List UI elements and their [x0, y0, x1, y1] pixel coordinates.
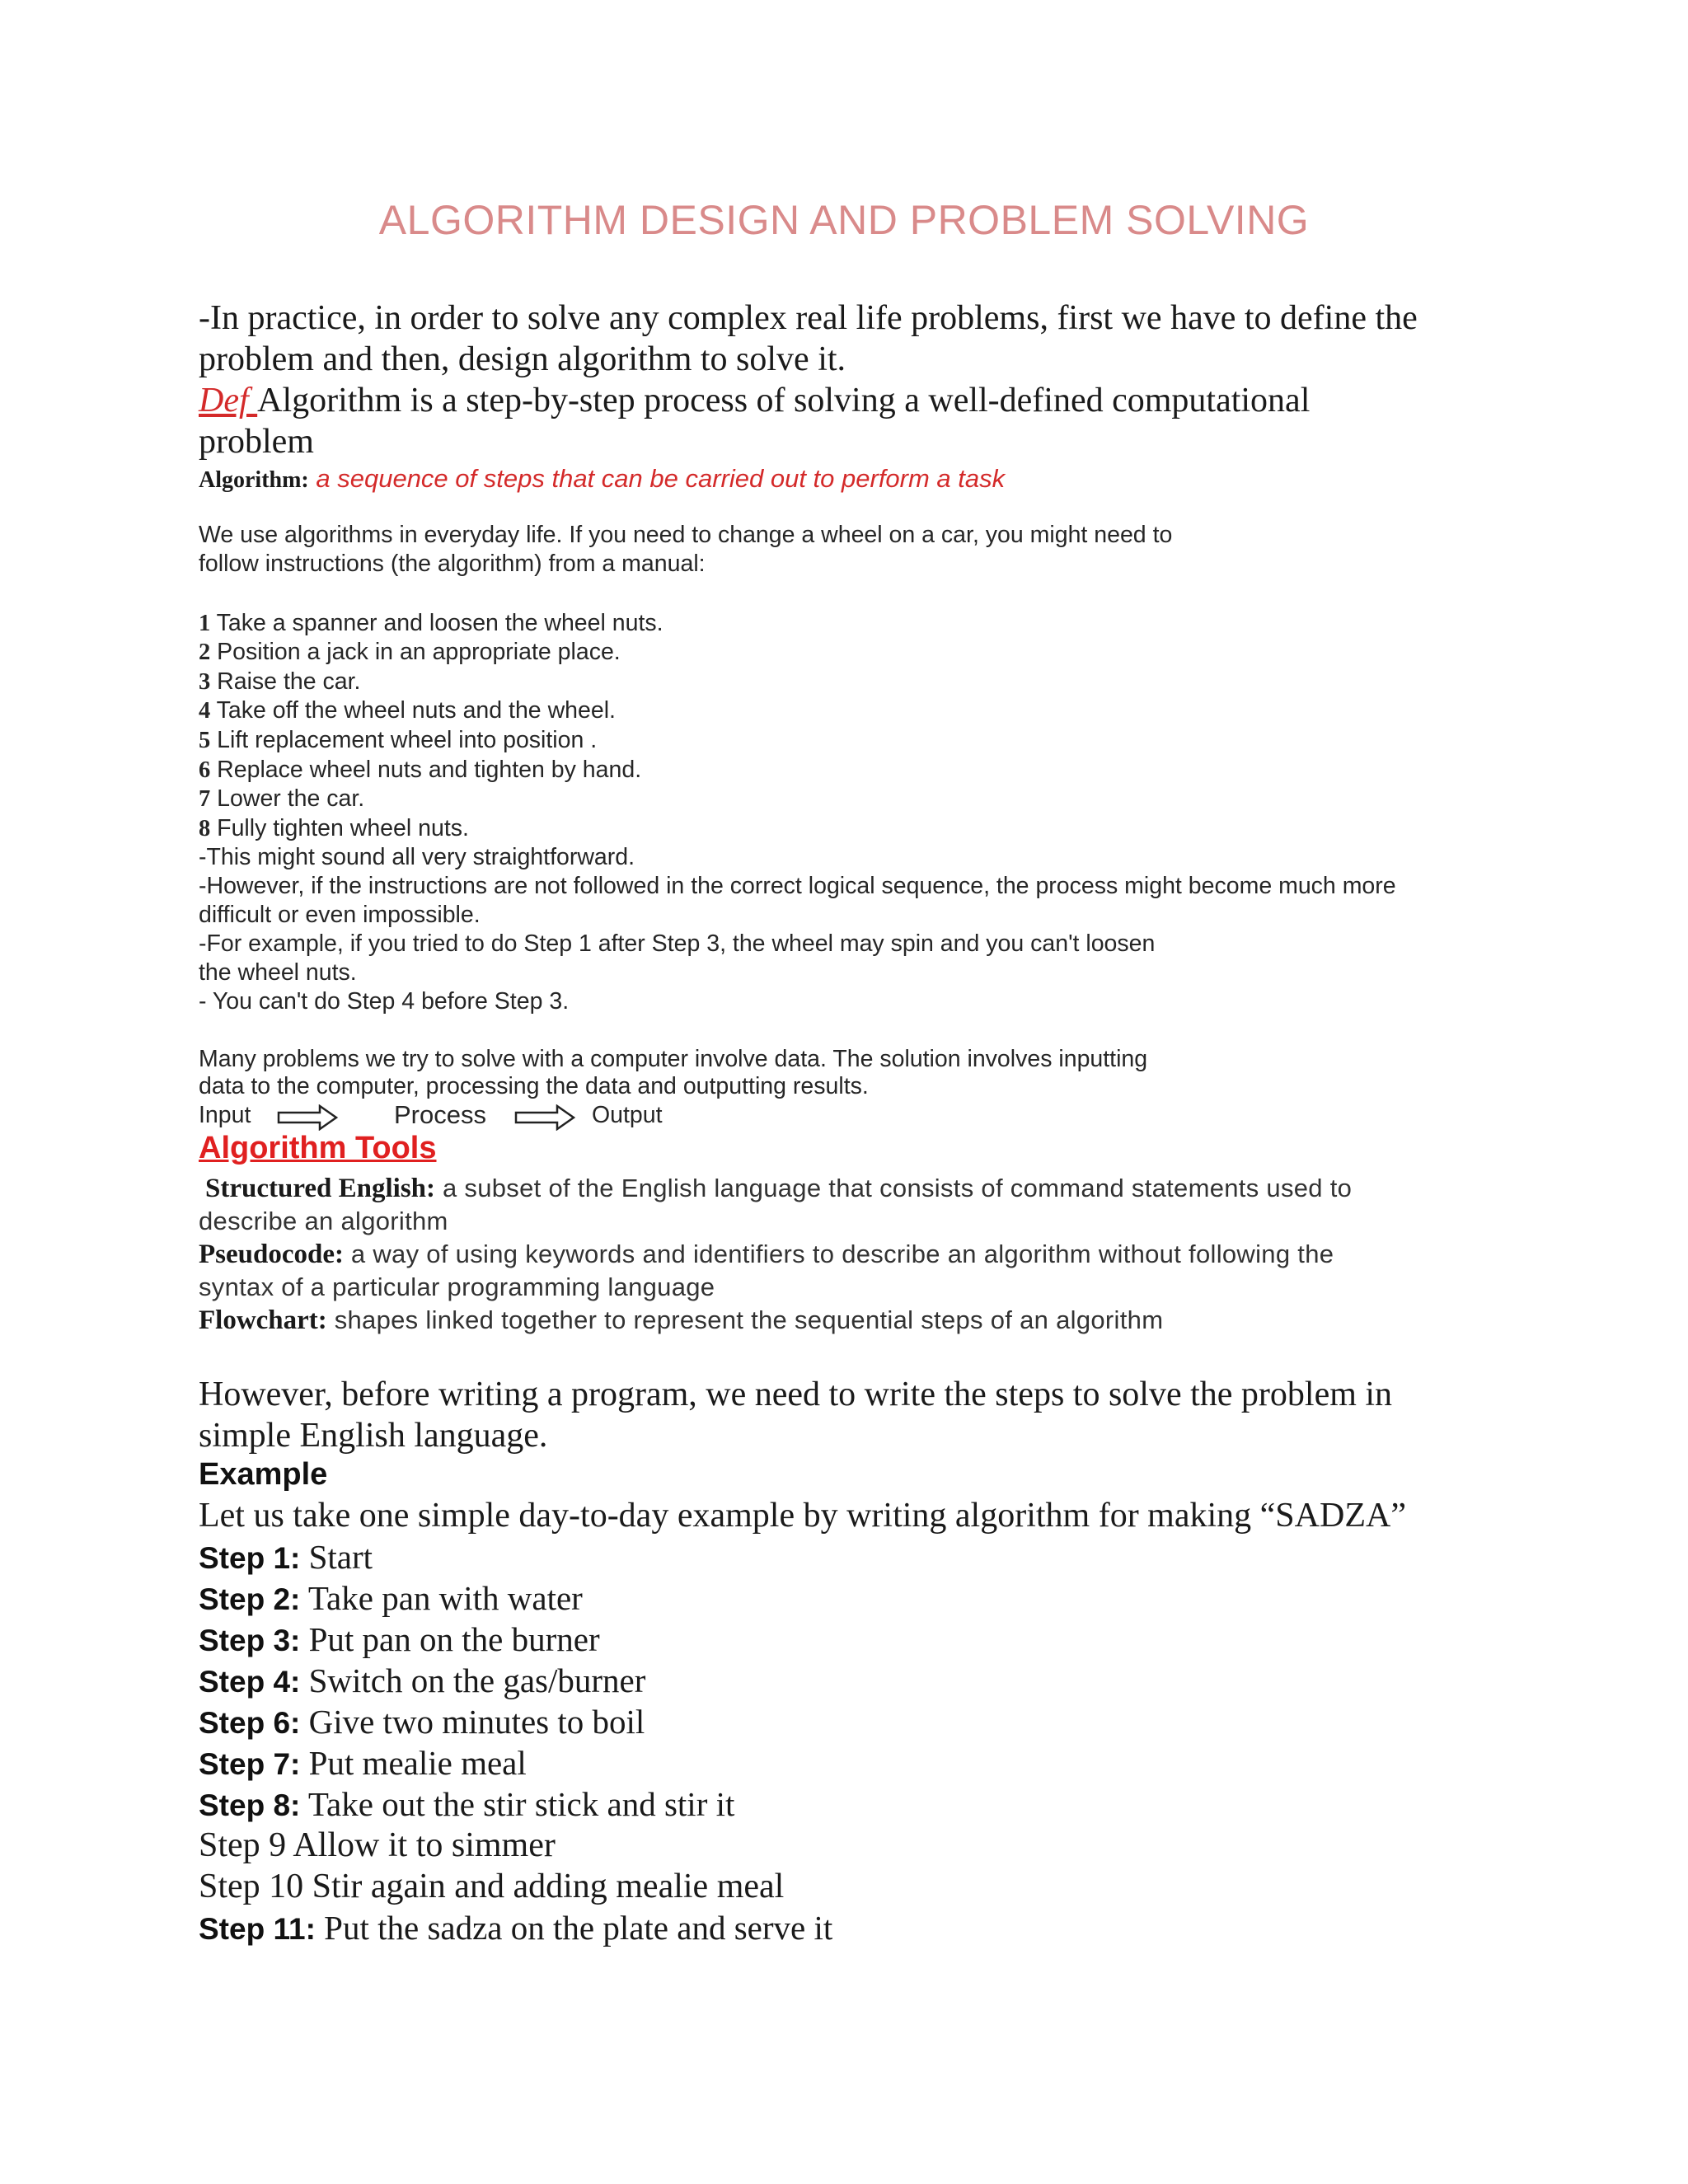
pseudocode-line: [199, 1240, 1334, 1270]
step-label: Step 1:: [199, 1541, 301, 1575]
process-label: Process: [394, 1100, 486, 1129]
note-line: -For example, if you tried to do Step 1 after Step 3, the wheel may spin and you can't loosen: [199, 930, 1156, 957]
algorithm-definition: [199, 464, 1005, 494]
step-label: Step 3:: [199, 1624, 301, 1657]
example-heading: Example: [199, 1457, 328, 1492]
step-text: Fully tighten wheel nuts.: [210, 815, 469, 841]
step-text: Position a jack in an appropriate place.: [210, 639, 621, 665]
structured-english-desc-2: describe an algorithm: [199, 1207, 448, 1235]
step-text: Give two minutes to boil: [300, 1703, 645, 1741]
step-label: Step 11:: [199, 1912, 316, 1946]
definition-text: Algorithm is a step-by-step process of solving a well-defined computational: [257, 382, 1311, 419]
input-label: Input: [199, 1102, 251, 1128]
note-line: -However, if the instructions are not followed in the correct logical sequence, the process might become much more: [199, 873, 1396, 899]
wheel-step: [199, 757, 641, 784]
wheel-step: [199, 668, 360, 696]
step-label: Step 6:: [199, 1706, 301, 1740]
sadza-step-11: [199, 1908, 832, 1947]
note-line: -This might sound all very straightforward.: [199, 844, 635, 870]
algorithm-tools-heading: Algorithm Tools: [199, 1131, 437, 1165]
right-arrow-icon: [514, 1104, 577, 1131]
step-text: Put pan on the burner: [300, 1620, 600, 1658]
sadza-step: [199, 1578, 583, 1618]
everyday-line-1: We use algorithms in everyday life. If you need to change a wheel on a car, you might need to: [199, 522, 1173, 548]
algorithm-label: Algorithm:: [199, 467, 309, 493]
step-text: Put mealie meal: [300, 1744, 527, 1782]
wheel-step: [199, 815, 469, 842]
structured-english-line: [205, 1174, 1352, 1204]
step-number: 4: [199, 698, 211, 724]
step-text: Replace wheel nuts and tighten by hand.: [210, 757, 642, 783]
step-text: Switch on the gas/burner: [300, 1661, 646, 1699]
step-label: Step 7:: [199, 1747, 301, 1781]
step-text: Start: [300, 1538, 373, 1576]
step-text: Raise the car.: [210, 668, 361, 695]
note-line: difficult or even impossible.: [199, 902, 481, 928]
sadza-step: [199, 1537, 373, 1577]
example-intro: Let us take one simple day-to-day example by writing algorithm for making “SADZA”: [199, 1497, 1406, 1535]
pseudocode-desc: a way of using keywords and identifiers to describe an algorithm without following the: [344, 1240, 1334, 1268]
step-text: Put the sadza on the plate and serve it: [315, 1909, 833, 1947]
flowchart-label: Flowchart:: [199, 1305, 327, 1335]
step-label: Step 2:: [199, 1582, 301, 1616]
structured-english-label: Structured English:: [205, 1174, 436, 1203]
intro-line-2: problem and then, design algorithm to solve it.: [199, 340, 846, 378]
step-label: Step 4:: [199, 1665, 301, 1699]
wheel-step: [199, 785, 364, 813]
page-title: ALGORITHM DESIGN AND PROBLEM SOLVING: [378, 197, 1310, 243]
everyday-line-2: follow instructions (the algorithm) from a manual:: [199, 551, 706, 577]
wheel-step: [199, 639, 621, 666]
wheel-step: [199, 610, 663, 637]
pseudocode-desc-2: syntax of a particular programming language: [199, 1272, 715, 1301]
def-word: Def: [199, 382, 258, 419]
sadza-step: [199, 1702, 645, 1741]
structured-english-desc: a subset of the English language that consists of command statements used to: [435, 1174, 1353, 1202]
step-number: 6: [199, 757, 211, 783]
note-line: the wheel nuts.: [199, 959, 357, 986]
right-arrow-icon: [277, 1104, 340, 1131]
output-label: Output: [592, 1102, 663, 1128]
sadza-step: [199, 1619, 600, 1659]
step-number: 3: [199, 669, 211, 695]
flowchart-line: [199, 1305, 1163, 1336]
sadza-step-10: Step 10 Stir again and adding mealie meal: [199, 1868, 785, 1905]
step-text: Take off the wheel nuts and the wheel.: [210, 697, 616, 724]
step-text: Take out the stir stick and stir it: [300, 1785, 735, 1823]
step-number: 5: [199, 728, 211, 753]
intro-line-1: -In practice, in order to solve any complex real life problems, first we have to define the: [199, 299, 1418, 337]
definition-line: [199, 381, 1310, 420]
flowchart-desc: shapes linked together to represent the sequential steps of an algorithm: [326, 1305, 1164, 1334]
note-line: - You can't do Step 4 before Step 3.: [199, 988, 570, 1015]
wheel-step: [199, 727, 597, 754]
step-number: 7: [199, 786, 211, 812]
step-label: Step 8:: [199, 1788, 301, 1822]
sadza-step-9: Step 9 Allow it to simmer: [199, 1826, 556, 1864]
step-number: 8: [199, 816, 211, 841]
sadza-step: [199, 1743, 527, 1783]
sadza-step: [199, 1661, 645, 1700]
wheel-step: [199, 697, 616, 724]
data-para-line-2: data to the computer, processing the data and outputting results.: [199, 1073, 869, 1099]
pseudocode-label: Pseudocode:: [199, 1240, 344, 1269]
step-text: Take a spanner and loosen the wheel nuts.: [210, 610, 663, 636]
step-number: 1: [199, 611, 211, 636]
however-line-2: simple English language.: [199, 1417, 548, 1455]
data-para-line-1: Many problems we try to solve with a computer involve data. The solution involves inputting: [199, 1046, 1148, 1072]
however-line-1: However, before writing a program, we need to write the steps to solve the problem in: [199, 1376, 1393, 1413]
step-text: Lift replacement wheel into position .: [210, 727, 598, 753]
step-text: Lower the car.: [210, 785, 365, 812]
step-number: 2: [199, 640, 211, 665]
step-text: Take pan with water: [300, 1579, 583, 1617]
algorithm-definition-text: a sequence of steps that can be carried out to perform a task: [308, 464, 1006, 493]
sadza-step: [199, 1784, 734, 1824]
definition-line-2: problem: [199, 423, 314, 461]
